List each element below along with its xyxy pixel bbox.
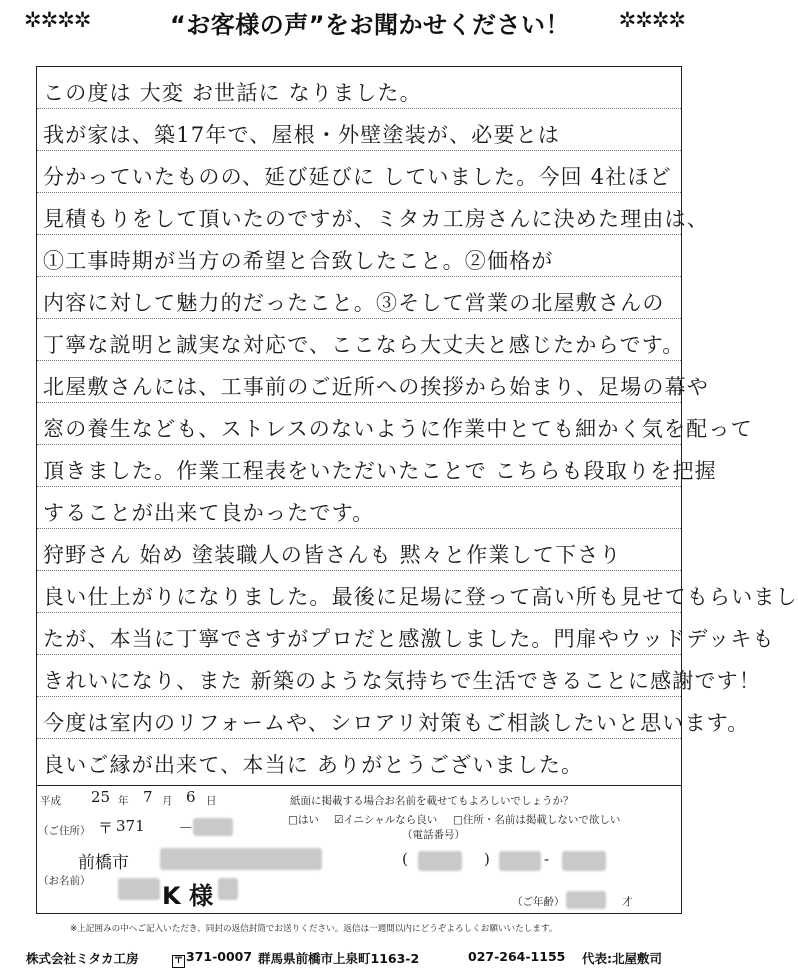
company-phone: 027-264-1155 <box>468 949 566 964</box>
company-representative: 代表:北屋敷司 <box>582 951 662 966</box>
letter-line: この度は 大変 お世話に なりました。 <box>43 81 422 105</box>
letter-line: 良い仕上がりになりました。最後に足場に登って高い所も見せてもらいまし <box>43 585 798 609</box>
postal-mark-icon: 〒 <box>173 955 184 966</box>
redacted-name <box>118 878 160 900</box>
redacted-age <box>566 891 606 909</box>
letter-line: 頂きました。作業工程表をいただいたことで こちらも段取りを把握 <box>43 459 717 483</box>
option-no-checkbox[interactable]: □住所・名前は掲載しないで欲しい <box>453 814 621 826</box>
ruled-line <box>37 654 681 655</box>
letter-line: 見積もりをして頂いたのですが、ミタカ工房さんに決めた理由は、 <box>43 207 709 231</box>
ruled-line <box>37 612 681 613</box>
address-label: （ご住所） <box>38 825 91 837</box>
postal-mark: 〒 <box>98 819 114 837</box>
ruled-line <box>37 486 681 487</box>
customer-name: K 様 <box>162 882 213 910</box>
company-postal-code: 371-0007 <box>186 949 253 964</box>
phone-close-paren: ) <box>484 850 490 868</box>
date-day: 6 <box>186 788 196 806</box>
letter-line: 狩野さん 始め 塗装職人の皆さんも 黙々と作業して下さり <box>43 543 622 567</box>
letter-line: 内容に対して魅力的だったこと。③そして営業の北屋敷さんの <box>43 291 665 315</box>
page-title: “お客様の声”をお聞かせください！ <box>169 11 571 39</box>
ruled-line <box>37 234 681 235</box>
redacted-postal <box>193 818 233 836</box>
letter-line: 北屋敷さんには、工事前のご近所への挨拶から始まり、足場の幕や <box>43 375 709 399</box>
redacted-name-end <box>218 878 238 900</box>
postal-code: 371 <box>116 817 145 835</box>
letter-line: 我が家は、築17年で、屋根・外壁塗装が、必要とは <box>43 123 561 147</box>
age-unit: 才 <box>622 896 633 908</box>
letter-line: 分かっていたものの、延び延びに していました。今回 4社ほど <box>43 165 672 189</box>
ruled-line <box>37 192 681 193</box>
letter-line: ①工事時期が当方の希望と合致したこと。②価格が <box>43 249 554 273</box>
date-year: 25 <box>91 788 111 806</box>
ruled-line <box>37 444 681 445</box>
company-address: 群馬県前橋市上泉町1163-2 <box>258 951 420 966</box>
publish-question: 紙面に掲載する場合お名前を載せてもよろしいでしょうか？ <box>290 795 574 807</box>
phone-dash: - <box>544 850 550 868</box>
ruled-line <box>37 528 681 529</box>
letter-line: たが、本当に丁寧でさすがプロだと感激しました。門扉やウッドデッキも <box>43 627 775 651</box>
letter-line: 良いご縁が出来て、本当に ありがとうございました。 <box>43 753 584 777</box>
letter-line: 窓の養生なども、ストレスのないように作業中とても細かく気を配って <box>43 417 753 441</box>
date-year-unit: 年 <box>118 795 129 807</box>
ruled-line <box>37 696 681 697</box>
postal-dash: － <box>178 819 194 837</box>
ruled-line <box>37 402 681 403</box>
company-postal <box>172 949 252 968</box>
date-era: 平成 <box>40 795 61 807</box>
letter-line: 今度は室内のリフォームや、シロアリ対策もご相談したいと思います。 <box>43 711 750 735</box>
stars-decoration-right: ✲✲✲✲ <box>618 8 685 32</box>
ruled-line <box>37 150 681 151</box>
letter-line: きれいになり、また 新築のような気持ちで生活できることに感謝です！ <box>43 669 762 693</box>
letter-line: 丁寧な説明と誠実な対応で、ここなら大丈夫と感じたからです。 <box>43 333 685 357</box>
redacted-phone-2 <box>499 851 541 871</box>
stars-decoration-left: ✲✲✲✲ <box>24 8 91 32</box>
header <box>0 0 707 46</box>
date-month-unit: 月 <box>162 795 173 807</box>
ruled-line <box>37 570 681 571</box>
address-city: 前橋市 <box>78 853 129 873</box>
option-yes-checkbox[interactable]: □はい <box>288 814 319 826</box>
redacted-phone-3 <box>562 851 606 871</box>
return-note: ※上記囲みの中へご記入いただき、同封の返信封筒でお送りください。返信は一週間以内にどうぞよろしくお願いいたします。 <box>70 924 558 934</box>
ruled-line <box>37 360 681 361</box>
option-initial-checkbox[interactable]: ☑イニシャルなら良い <box>334 814 438 826</box>
company-name: 株式会社ミタカ工房 <box>26 951 139 966</box>
phone-label: （電話番号） <box>402 829 465 841</box>
ruled-line <box>37 738 681 739</box>
date-month: 7 <box>143 788 153 806</box>
age-label: （ご年齢） <box>512 896 565 908</box>
ruled-line <box>37 276 681 277</box>
testimonial-letter <box>36 66 798 786</box>
name-label: （お名前） <box>38 875 91 887</box>
redacted-address <box>160 848 322 870</box>
letter-line: することが出来て良かったです。 <box>43 501 375 525</box>
date-day-unit: 日 <box>206 795 217 807</box>
ruled-line <box>37 108 681 109</box>
ruled-line <box>37 318 681 319</box>
company-footer <box>26 947 686 967</box>
phone-open-paren: ( <box>402 850 408 868</box>
redacted-phone-1 <box>418 851 462 871</box>
